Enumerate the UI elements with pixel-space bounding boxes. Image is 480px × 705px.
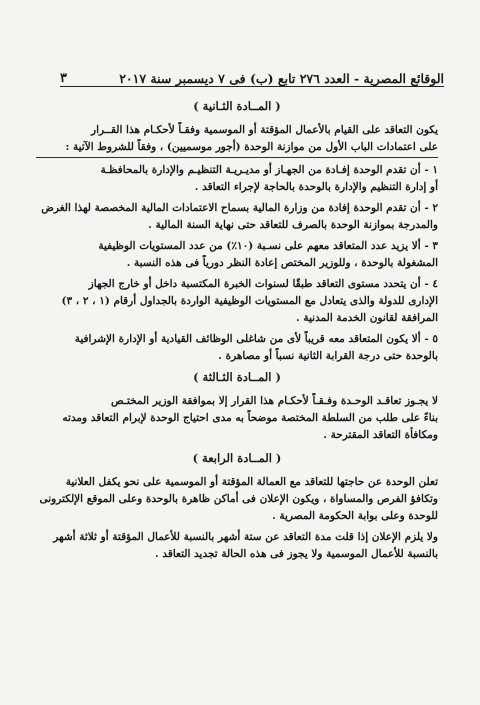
article-2-intro-line-1: يكون التعاقد على القيام بالأعمال المؤقتة أو الموسمية وفقـاً لأحكـام هذا القــرار [91, 124, 438, 136]
condition-5-line-1: ٥ - ألا يكون المتعاقد معه قريباً لأى من شاغلى الوظائف القيادية أو الإدارة الإشرافية [74, 333, 438, 345]
condition-3-line-2: المشغولة بالوحدة ، وللوزير المختص إعادة النظر دورياً فى هذه النسبة . [126, 257, 438, 269]
article-3-heading: ( المــادة الثـالثة ) [193, 370, 281, 384]
header-title: الوقائع المصرية - العدد ٢٧٦ تابع (ب) فى ٧ ديسمبر سنة ٢٠١٧ [119, 71, 444, 86]
article-2-condition-5 [36, 331, 438, 365]
article-2-intro [36, 122, 438, 158]
article-2-intro-line-2: على اعتمادات الباب الأول من موازنة الوحدة (أجور موسميين) ، وفقاً للشروط الآتية : [36, 139, 438, 158]
condition-4-line-2: الإدارى للدولة والذى يتعادل مع المستويات الوظيفية الواردة بالجداول أرقام (١ ، ٢ ، ٣) [61, 295, 438, 307]
article-4-paragraph-1 [36, 474, 438, 525]
condition-2-line-1: ٢ - أن تقدم الوحدة إفادة من وزارة المالية بسماح الاعتمادات المالية المخصصة لهذا الغرض [41, 202, 438, 214]
condition-5-line-2: بالوحدة حتى درجة القرابة الثانية نسباً أو مصاهرة . [218, 350, 438, 362]
article-4-p2-line-1: ولا يلزم الإعلان إذا قلت مدة التعاقد عن ستة أشهر بالنسبة للأعمال المؤقتة أو ثلاثة أشهر [53, 531, 438, 543]
article-3-line-1: لا يجـوز تعاقـد الوحـدة وفـقـاً لأحكـام هذا القرار إلا بموافقة الوزير المختـص [111, 395, 438, 407]
article-2-condition-1 [36, 162, 438, 196]
condition-4-line-3: المرافقة لقانون الخدمة المدنية . [296, 312, 438, 324]
page-header [60, 64, 444, 87]
article-4-p1-line-1: تعلن الوحدة عن حاجتها للتعاقد مع العمالة المؤقتة أو الموسمية على نحو يكفل العلانية [65, 476, 438, 488]
article-3-line-3: ومكافأة التعاقد المقترحة . [323, 429, 438, 441]
article-4-heading: ( المــادة الرابعة ) [192, 451, 282, 465]
page-body [36, 98, 438, 563]
article-4-p2-line-2: بالنسبة للأعمال الموسمية ولا يجوز فى هذه الحالة تجديد التعاقد . [155, 548, 438, 560]
condition-3-line-1: ٣ - ألا يزيد عدد المتعاقد معهم على نسـبة (١٠٪) من عدد المستويات الوظيفية [98, 240, 438, 252]
condition-4-line-1: ٤ - أن يتحدد مستوى التعاقد طبقًا لسنوات الخبرة المكتسبة داخل أو خارج الجهاز [88, 278, 438, 290]
article-4-paragraph-2 [36, 529, 438, 563]
article-2-heading: ( المــادة الثـانية ) [193, 99, 281, 113]
condition-2-line-2: والمدرجة بموازنة الوحدة بالصرف للتعاقد حتى نهاية السنة المالية . [148, 219, 438, 231]
article-3-text [36, 393, 438, 444]
page-number: ٣ [60, 71, 67, 86]
article-2-condition-4 [36, 276, 438, 327]
article-4-p1-line-2: وتكافؤ الفرص والمساواة ، ويكون الإعلان فى أماكن ظاهرة بالوحدة وعلى الموقع الإلكترونى [39, 493, 438, 505]
article-2-condition-2 [36, 200, 438, 234]
condition-1-line-2: أو إدارة التنظيم والإدارة بالوحدة بالحاجة لإجراء التعاقد . [194, 181, 438, 193]
article-2-condition-3 [36, 238, 438, 272]
article-3-line-2: بناءً على طلب من السلطة المختصة موضحاً به مدى احتياج الوحدة لإبرام التعاقد ومدته [62, 412, 438, 424]
article-4-p1-line-3: للوحدة وعلى بوابة الحكومة المصرية . [272, 510, 438, 522]
condition-1-line-1: ١ - أن تقدم الوحدة إفـادة من الجهـاز أو مديـريـة التنظيـم والإدارة بالمحافظـة [100, 164, 438, 176]
